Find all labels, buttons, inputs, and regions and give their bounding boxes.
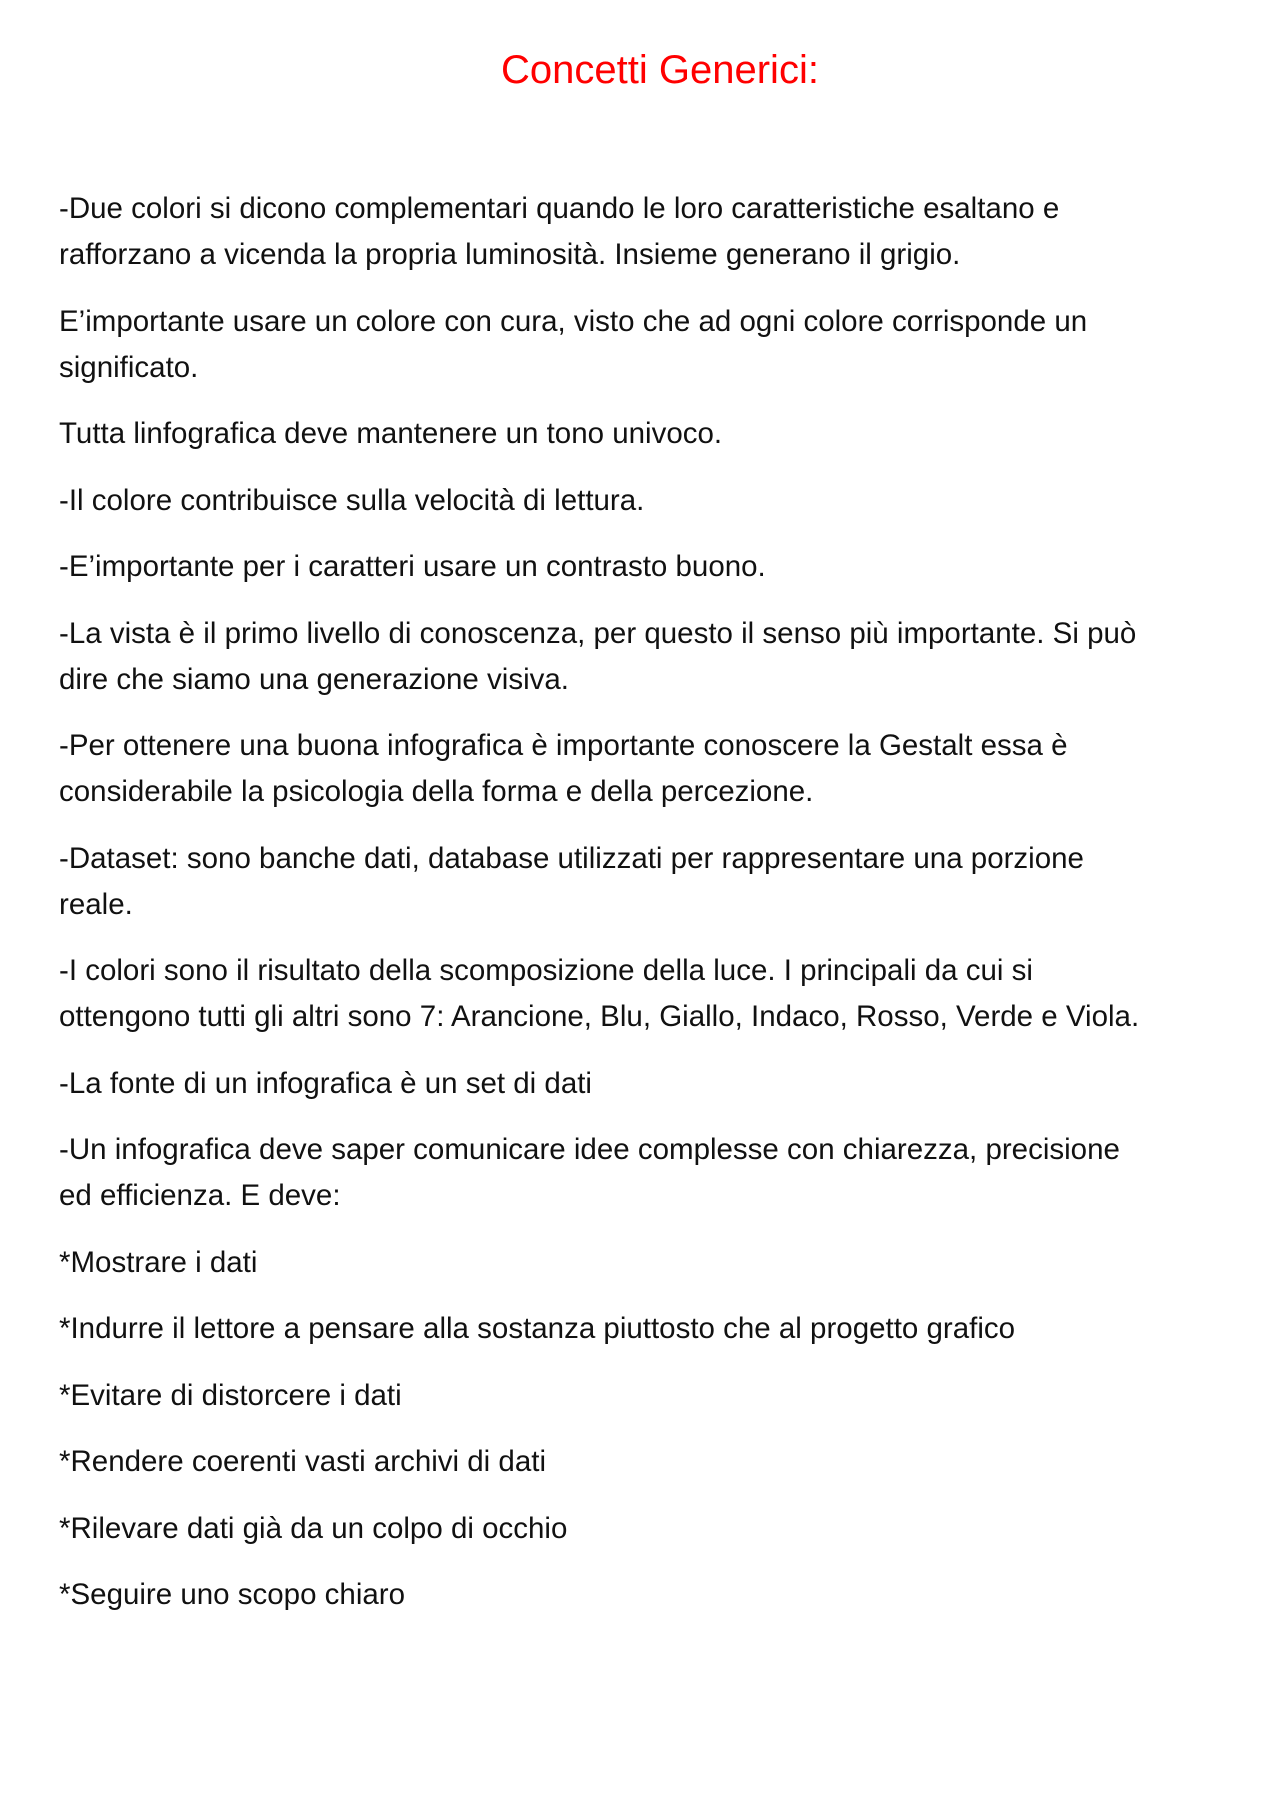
text-line: *Mostrare i dati xyxy=(59,1245,258,1279)
text-line: ottengono tutti gli altri sono 7: Arancione, Blu, Giallo, Indaco, Rosso, Verde e Viola. xyxy=(59,1000,1140,1033)
paragraph-communicate-ideas xyxy=(59,1127,1259,1219)
paragraph-contrast xyxy=(59,544,1259,590)
text-line: *Seguire uno scopo chiaro xyxy=(59,1578,406,1611)
text-line: -Per ottenere una buona infografica è importante conoscere la Gestalt essa è xyxy=(59,729,1068,762)
text-line: significato. xyxy=(59,350,199,384)
paragraph-light-decomposition xyxy=(59,948,1259,1040)
text-line: -La fonte di un infografica è un set di dati xyxy=(59,1066,592,1100)
text-line: rafforzano a vicenda la propria luminosità. Insieme generano il grigio. xyxy=(59,238,961,271)
paragraph-gestalt xyxy=(59,723,1259,815)
text-line: E’importante usare un colore con cura, visto che ad ogni colore corrisponde un xyxy=(59,304,1088,338)
text-line: *Rilevare dati già da un colpo di occhio xyxy=(59,1511,568,1545)
paragraph-univocal-tone xyxy=(59,411,1259,457)
text-line: -Un infografica deve saper comunicare idee complesse con chiarezza, precisione xyxy=(59,1133,1120,1166)
text-line: dire che siamo una generazione visiva. xyxy=(59,662,569,696)
paragraph-sight xyxy=(59,611,1259,703)
text-line: *Rendere coerenti vasti archivi di dati xyxy=(59,1445,546,1478)
text-line: -I colori sono il risultato della scomposizione della luce. I principali da cui si xyxy=(59,954,1033,987)
text-line: -E’importante per i caratteri usare un contrasto buono. xyxy=(59,550,766,583)
list-item-substance xyxy=(59,1306,1259,1352)
text-line: *Indurre il lettore a pensare alla sostanza piuttosto che al progetto grafico xyxy=(59,1312,1016,1345)
text-line: ed efficienza. E deve: xyxy=(59,1179,341,1212)
list-item-avoid-distortion xyxy=(59,1373,1259,1419)
list-item-at-a-glance xyxy=(59,1506,1259,1552)
text-line: reale. xyxy=(59,887,133,921)
list-item-clear-purpose xyxy=(59,1572,1259,1618)
paragraph-reading-speed xyxy=(59,478,1259,524)
paragraph-complementary-colors xyxy=(59,186,1259,278)
list-item-coherent-archives xyxy=(59,1439,1259,1485)
text-line: considerabile la psicologia della forma e della percezione. xyxy=(59,775,814,808)
page-title: Concetti Generici: xyxy=(501,48,819,92)
text-line: -Il colore contribuisce sulla velocità di lettura. xyxy=(59,483,645,517)
paragraph-dataset xyxy=(59,836,1259,928)
text-line: Tutta linfografica deve mantenere un tono univoco. xyxy=(59,417,723,450)
text-line: -Dataset: sono banche dati, database utilizzati per rappresentare una porzione xyxy=(59,841,1084,875)
text-line: -La vista è il primo livello di conoscenza, per questo il senso più importante. Si può xyxy=(59,616,1137,650)
list-item-show-data xyxy=(59,1240,1259,1286)
paragraph-data-source xyxy=(59,1061,1259,1107)
text-line: -Due colori si dicono complementari quando le loro caratteristiche esaltano e xyxy=(59,192,1060,225)
text-line: *Evitare di distorcere i dati xyxy=(59,1378,402,1412)
document-body xyxy=(59,186,1259,1639)
paragraph-color-meaning xyxy=(59,299,1259,391)
